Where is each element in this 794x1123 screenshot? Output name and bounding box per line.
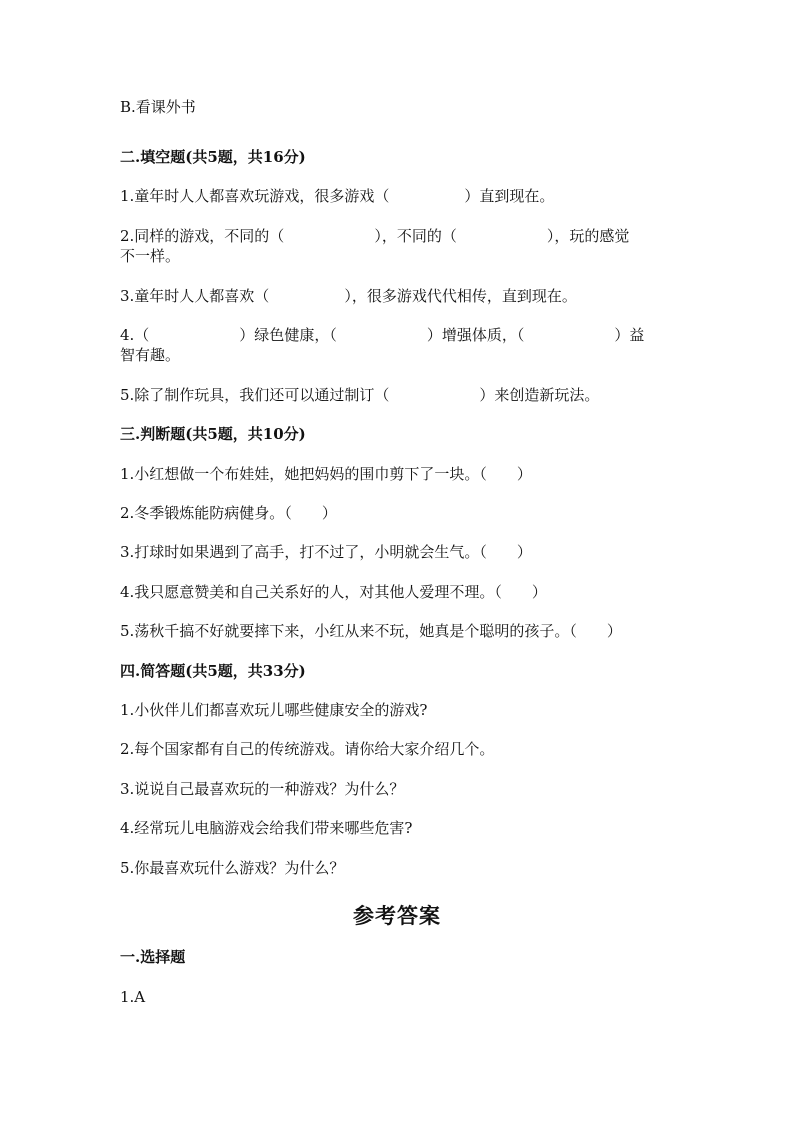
fill-question-2-line-2: 不一样。: [120, 247, 181, 265]
section-3-title: 三.判断题(共5题，共10分): [120, 425, 306, 443]
short-answer-question-4: 4.经常玩儿电脑游戏会给我们带来哪些危害?: [120, 819, 413, 837]
fill-question-4-line-1: 4.（ ）绿色健康，（ ）增强体质，（ ）益: [120, 326, 645, 344]
section-4-title: 四.简答题(共5题，共33分): [120, 662, 306, 680]
fill-question-2-line-1: 2.同样的游戏，不同的（ ），不同的（ ），玩的感觉: [120, 227, 630, 245]
section-2-title: 二.填空题(共5题，共16分): [120, 148, 306, 166]
fill-question-5: 5.除了制作玩具，我们还可以通过制订（ ）来创造新玩法。: [120, 386, 600, 404]
previous-question-option-b: B.看课外书: [120, 98, 196, 116]
fill-question-3: 3.童年时人人都喜欢（ ），很多游戏代代相传，直到现在。: [120, 287, 577, 305]
short-answer-question-3: 3.说说自己最喜欢玩的一种游戏？为什么？: [120, 780, 405, 798]
judge-question-2: 2.冬季锻炼能防病健身。（ ）: [120, 504, 337, 522]
judge-question-1: 1.小红想做一个布娃娃，她把妈妈的围巾剪下了一块。（ ）: [120, 465, 532, 483]
judge-question-3: 3.打球时如果遇到了高手，打不过了，小明就会生气。（ ）: [120, 543, 532, 561]
judge-question-5: 5.荡秋千搞不好就要摔下来，小红从来不玩，她真是个聪明的孩子。（ ）: [120, 622, 622, 640]
judge-question-4: 4.我只愿意赞美和自己关系好的人，对其他人爱理不理。（ ）: [120, 583, 547, 601]
short-answer-question-5: 5.你最喜欢玩什么游戏？为什么？: [120, 859, 345, 877]
fill-question-1: 1.童年时人人都喜欢玩游戏，很多游戏（ ）直到现在。: [120, 187, 555, 205]
answer-1: 1.A: [120, 988, 146, 1006]
fill-question-4-line-2: 智有趣。: [120, 346, 181, 364]
short-answer-question-2: 2.每个国家都有自己的传统游戏。请你给大家介绍几个。: [120, 740, 495, 758]
answer-section-1-title: 一.选择题: [120, 948, 186, 966]
short-answer-question-1: 1.小伙伴儿们都喜欢玩儿哪些健康安全的游戏?: [120, 701, 428, 719]
answer-key-title: 参考答案: [353, 903, 441, 928]
